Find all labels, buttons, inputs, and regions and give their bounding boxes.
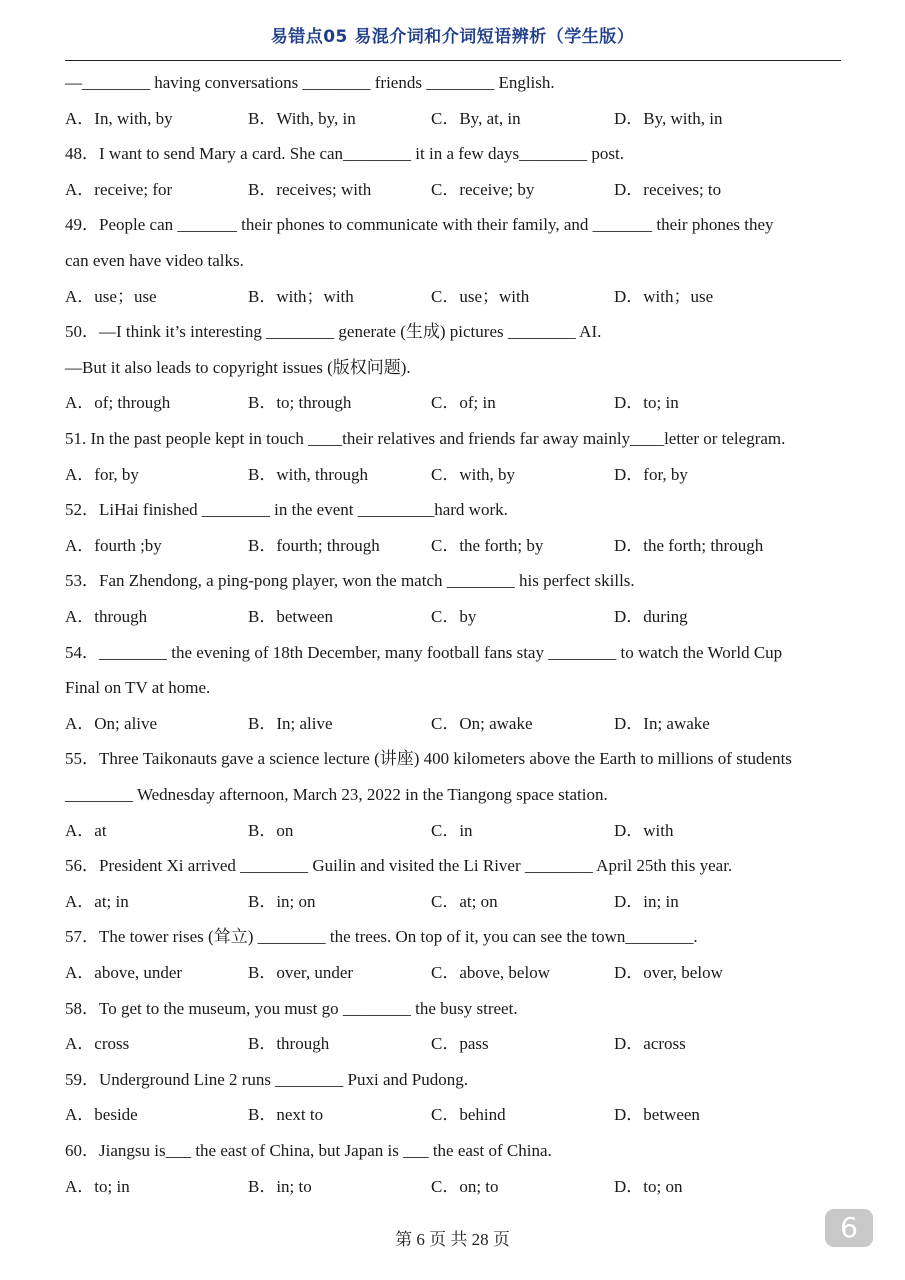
answer-option-a: A．at [65,820,107,840]
answer-option-c: C．By, at, in [431,108,521,128]
answer-option-d: D．between [614,1105,700,1125]
answer-options-row [65,464,841,486]
answer-option-c: C．of; in [431,393,496,413]
question-text-line: 51. In the past people kept in touch ____their relatives and friends far away mainly____letter or telegram. [65,429,786,448]
answer-option-d: D．in; in [614,891,679,911]
answer-option-a: A．at; in [65,891,129,911]
question-text-line: —________ having conversations ________ friends ________ English. [65,73,555,92]
question-text-line: 57．The tower rises (耸立) ________ the trees. On top of it, you can see the town________. [65,927,698,947]
answer-options-row [65,535,841,557]
answer-options-row [65,1176,841,1198]
answer-option-b: B．with；with [248,286,354,306]
answer-option-c: C．with, by [431,464,516,484]
question-text-line: 58．To get to the museum, you must go ________ the busy street. [65,998,518,1018]
question-text-line: ________ Wednesday afternoon, March 23, 2022 in the Tiangong space station. [65,785,608,804]
answer-option-a: A．receive; for [65,179,173,199]
question-text-line: 53．Fan Zhendong, a ping-pong player, won the match ________ his perfect skills. [65,571,635,591]
answer-option-d: D．across [614,1034,686,1054]
answer-options-row [65,286,841,308]
answer-option-d: D．receives; to [614,179,722,199]
answer-options-row [65,820,841,842]
answer-option-d: D．By, with, in [614,108,723,128]
page-header-title: 易错点05 易混介词和介词短语辨析（学生版） [270,27,635,47]
answer-option-b: B．In; alive [248,713,333,733]
answer-option-d: D．to; on [614,1176,683,1196]
answer-option-b: B．in; to [248,1176,312,1196]
answer-option-c: C．receive; by [431,179,535,199]
answer-option-d: D．with；use [614,286,714,306]
answer-options-row [65,1033,841,1055]
answer-options-row [65,179,841,201]
answer-option-c: C．behind [431,1105,506,1125]
answer-option-a: A．through [65,607,148,626]
answer-option-c: C．above, below [431,963,550,982]
answer-options-row [65,891,841,913]
answer-option-b: B．with, through [248,464,368,484]
question-text-line: 56．President Xi arrived ________ Guilin and visited the Li River ________ April 25th this year. [65,856,733,876]
answer-option-a: A．In, with, by [65,108,173,128]
question-text-line: 59．Underground Line 2 runs ________ Puxi and Pudong. [65,1069,468,1089]
answer-option-a: A．cross [65,1034,130,1054]
answer-option-a: A．On; alive [65,713,158,733]
page-footer: 第 6 页 共 28 页 [395,1230,510,1249]
answer-option-b: B．With, by, in [248,108,356,128]
answer-option-b: B．fourth; through [248,535,380,555]
answer-option-a: A．for, by [65,464,139,484]
answer-options-row [65,962,841,984]
answer-option-d: D．the forth; through [614,535,764,555]
answer-option-b: B．receives; with [248,179,372,199]
question-text-line: Final on TV at home. [65,678,211,698]
question-text-line: 50．—I think it’s interesting ________ generate (生成) pictures ________ AI. [65,322,602,342]
question-text-line: 55．Three Taikonauts gave a science lecture (讲座) 400 kilometers above the Earth to millions of students [65,749,792,769]
answer-option-c: C．at; on [431,891,498,911]
answer-option-b: B．on [248,820,294,840]
answer-option-c: C．by [431,607,477,626]
question-text-line: 48．I want to send Mary a card. She can________ it in a few days________ post. [65,144,624,164]
answer-option-b: B．over, under [248,963,354,982]
question-text-line: 52．LiHai finished ________ in the event _________hard work. [65,500,508,520]
answer-option-a: A．beside [65,1105,138,1125]
answer-option-c: C．in [431,820,473,840]
answer-option-b: B．to; through [248,393,352,413]
answer-option-d: D．with [614,820,674,840]
question-text-line: —But it also leads to copyright issues (版权问题). [65,357,411,377]
answer-options-row [65,1104,841,1126]
answer-option-c: C．on; to [431,1176,499,1196]
answer-option-b: B．next to [248,1105,324,1125]
answer-option-d: D．In; awake [614,713,710,733]
answer-option-a: A．of; through [65,393,171,413]
question-text-line: 49．People can _______ their phones to communicate with their family, and _______ their phones they [65,215,774,235]
answer-option-a: A．fourth ;by [65,535,162,555]
answer-option-d: D．during [614,607,688,626]
page-number-badge: 6 [825,1209,873,1247]
answer-option-d: D．to; in [614,393,679,413]
answer-option-c: C．the forth; by [431,535,544,555]
answer-options-row [65,606,841,628]
answer-option-b: B．through [248,1034,330,1054]
answer-options-row [65,713,841,735]
answer-option-b: B．between [248,607,333,626]
answer-option-c: C．use；with [431,286,530,306]
question-text-line: 54．________ the evening of 18th December, many football fans stay ________ to watch the World Cup [65,642,783,662]
answer-option-a: A．above, under [65,963,183,982]
answer-options-row [65,392,841,414]
answer-option-d: D．over, below [614,963,723,982]
question-text-line: can even have video talks. [65,251,244,270]
answer-option-b: B．in; on [248,891,316,911]
answer-option-a: A．to; in [65,1176,130,1196]
question-text-line: 60．Jiangsu is___ the east of China, but Japan is ___ the east of China. [65,1141,552,1160]
answer-options-row [65,108,841,130]
answer-option-c: C．pass [431,1034,489,1054]
header-divider [65,60,841,61]
answer-option-a: A．use；use [65,286,157,306]
answer-option-d: D．for, by [614,464,688,484]
answer-option-c: C．On; awake [431,713,533,733]
